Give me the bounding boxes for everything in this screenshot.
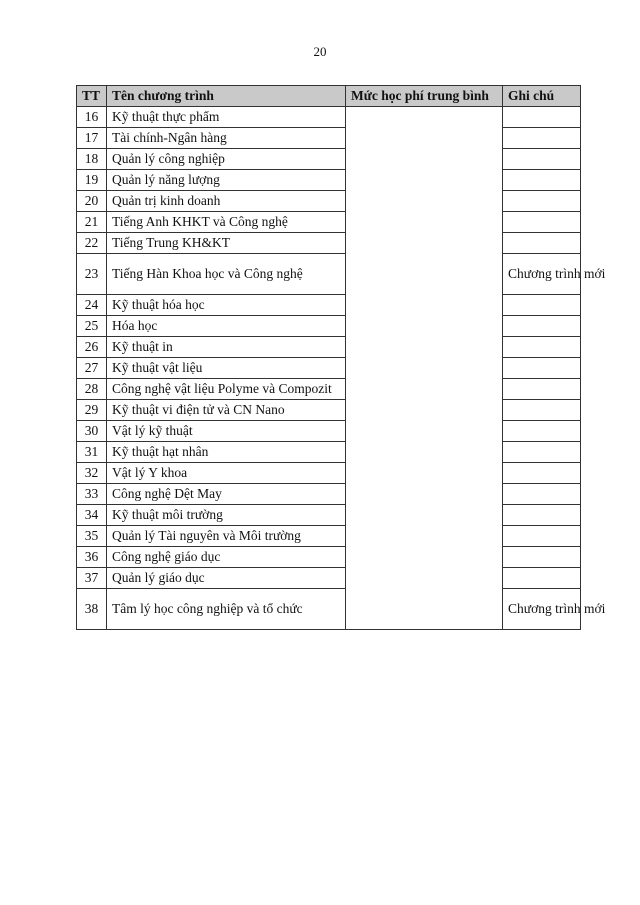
table-row bbox=[77, 484, 581, 505]
table-row bbox=[77, 191, 581, 212]
program-name: Hóa học bbox=[107, 316, 346, 337]
table-row bbox=[77, 463, 581, 484]
row-number: 21 bbox=[77, 212, 107, 233]
program-name: Kỹ thuật vật liệu bbox=[107, 358, 346, 379]
program-name: Vật lý kỹ thuật bbox=[107, 421, 346, 442]
table-row bbox=[77, 212, 581, 233]
row-number: 22 bbox=[77, 233, 107, 254]
note-cell bbox=[503, 170, 581, 191]
header-note: Ghi chú bbox=[503, 86, 581, 107]
table-row bbox=[77, 316, 581, 337]
table-row bbox=[77, 526, 581, 547]
program-name: Vật lý Y khoa bbox=[107, 463, 346, 484]
program-name: Kỹ thuật môi trường bbox=[107, 505, 346, 526]
table-row bbox=[77, 442, 581, 463]
table-row bbox=[77, 337, 581, 358]
row-number: 20 bbox=[77, 191, 107, 212]
row-number: 18 bbox=[77, 149, 107, 170]
table-row bbox=[77, 295, 581, 316]
table-header-row bbox=[77, 86, 581, 107]
program-name: Kỹ thuật vi điện tử và CN Nano bbox=[107, 400, 346, 421]
note-cell: Chương trình mới bbox=[503, 589, 581, 630]
table-row bbox=[77, 254, 581, 295]
table-row bbox=[77, 128, 581, 149]
note-cell: Chương trình mới bbox=[503, 254, 581, 295]
row-number: 30 bbox=[77, 421, 107, 442]
note-cell bbox=[503, 107, 581, 128]
row-number: 29 bbox=[77, 400, 107, 421]
note-cell bbox=[503, 212, 581, 233]
row-number: 36 bbox=[77, 547, 107, 568]
page-number: 20 bbox=[313, 44, 327, 59]
note-cell bbox=[503, 568, 581, 589]
row-number: 31 bbox=[77, 442, 107, 463]
header-average-fee: Mức học phí trung bình bbox=[346, 86, 503, 107]
average-fee-merged-cell bbox=[346, 107, 503, 630]
note-cell bbox=[503, 484, 581, 505]
table-row bbox=[77, 547, 581, 568]
note-cell bbox=[503, 358, 581, 379]
table-row bbox=[77, 358, 581, 379]
table-row bbox=[77, 233, 581, 254]
program-name: Kỹ thuật in bbox=[107, 337, 346, 358]
row-number: 25 bbox=[77, 316, 107, 337]
row-number: 19 bbox=[77, 170, 107, 191]
row-number: 28 bbox=[77, 379, 107, 400]
table-row bbox=[77, 379, 581, 400]
program-name: Quản lý giáo dục bbox=[107, 568, 346, 589]
table-row bbox=[77, 400, 581, 421]
program-name: Tiếng Anh KHKT và Công nghệ bbox=[107, 212, 346, 233]
program-name: Tiếng Hàn Khoa học và Công nghệ bbox=[107, 254, 346, 295]
note-cell bbox=[503, 149, 581, 170]
table-body bbox=[77, 107, 606, 630]
note-cell bbox=[503, 421, 581, 442]
row-number: 17 bbox=[77, 128, 107, 149]
table-row bbox=[77, 421, 581, 442]
program-name: Tài chính-Ngân hàng bbox=[107, 128, 346, 149]
program-name: Công nghệ Dệt May bbox=[107, 484, 346, 505]
note-cell bbox=[503, 526, 581, 547]
row-number: 35 bbox=[77, 526, 107, 547]
header-tt: TT bbox=[77, 86, 107, 107]
program-name: Quản lý năng lượng bbox=[107, 170, 346, 191]
program-name: Kỹ thuật hạt nhân bbox=[107, 442, 346, 463]
table-row bbox=[77, 107, 581, 128]
program-name: Quản lý công nghiệp bbox=[107, 149, 346, 170]
table-row bbox=[77, 149, 581, 170]
program-name: Kỹ thuật thực phẩm bbox=[107, 107, 346, 128]
program-name: Quản lý Tài nguyên và Môi trường bbox=[107, 526, 346, 547]
program-name: Tâm lý học công nghiệp và tổ chức bbox=[107, 589, 346, 630]
header-program-name: Tên chương trình bbox=[107, 86, 346, 107]
row-number: 16 bbox=[77, 107, 107, 128]
note-cell bbox=[503, 442, 581, 463]
row-number: 27 bbox=[77, 358, 107, 379]
program-name: Công nghệ vật liệu Polyme và Compozit bbox=[107, 379, 346, 400]
program-name: Kỹ thuật hóa học bbox=[107, 295, 346, 316]
row-number: 23 bbox=[77, 254, 107, 295]
table-row bbox=[77, 568, 581, 589]
program-name: Tiếng Trung KH&KT bbox=[107, 233, 346, 254]
note-cell bbox=[503, 337, 581, 358]
table-row bbox=[77, 170, 581, 191]
row-number: 34 bbox=[77, 505, 107, 526]
table-row bbox=[77, 589, 581, 630]
note-cell bbox=[503, 379, 581, 400]
note-cell bbox=[503, 233, 581, 254]
program-name: Quản trị kinh doanh bbox=[107, 191, 346, 212]
row-number: 38 bbox=[77, 589, 107, 630]
note-cell bbox=[503, 547, 581, 568]
note-cell bbox=[503, 463, 581, 484]
row-number: 26 bbox=[77, 337, 107, 358]
program-name: Công nghệ giáo dục bbox=[107, 547, 346, 568]
row-number: 37 bbox=[77, 568, 107, 589]
row-number: 24 bbox=[77, 295, 107, 316]
program-fee-table bbox=[76, 85, 606, 630]
note-cell bbox=[503, 295, 581, 316]
note-cell bbox=[503, 316, 581, 337]
row-number: 32 bbox=[77, 463, 107, 484]
note-cell bbox=[503, 505, 581, 526]
note-cell bbox=[503, 128, 581, 149]
note-cell bbox=[503, 400, 581, 421]
table-row bbox=[77, 505, 581, 526]
note-cell bbox=[503, 191, 581, 212]
row-number: 33 bbox=[77, 484, 107, 505]
